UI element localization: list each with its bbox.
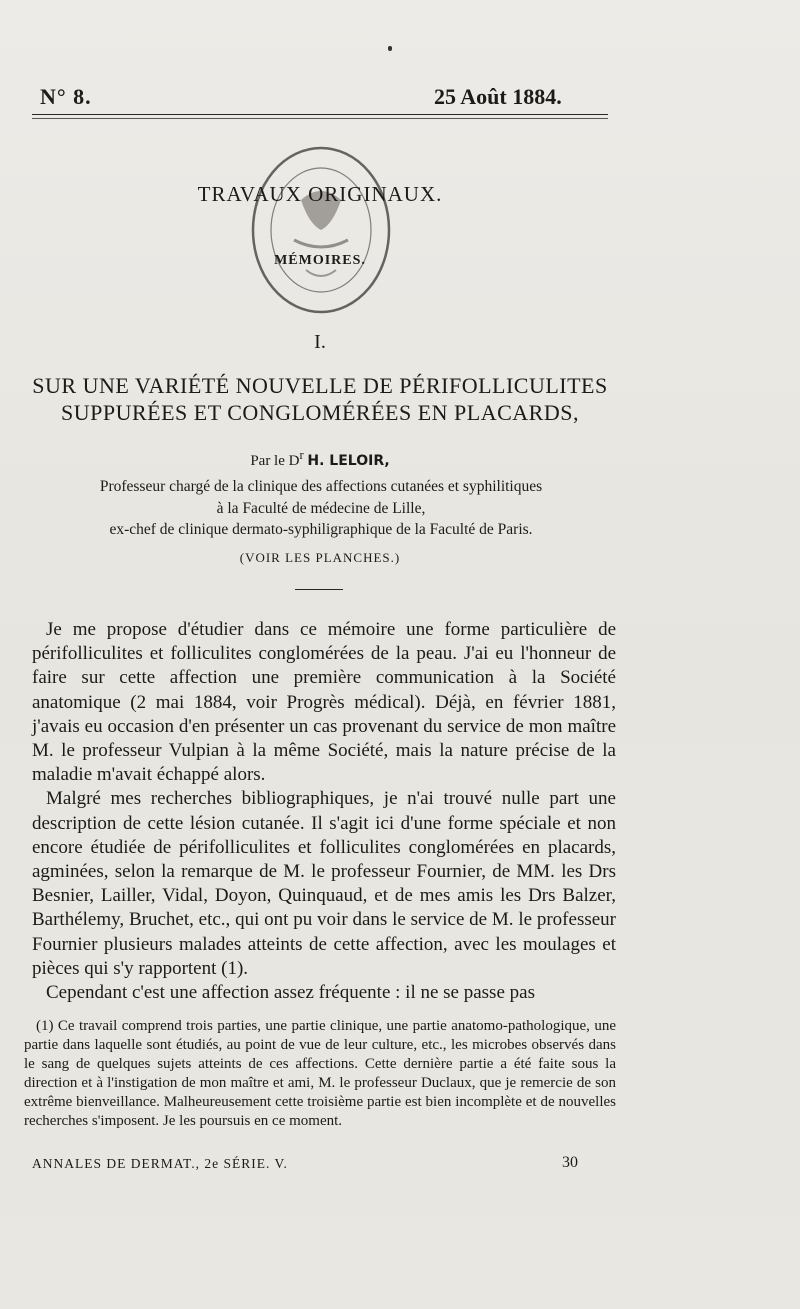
article-title-line-1: SUR UNE VARIÉTÉ NOUVELLE DE PÉRIFOLLICULITES: [32, 373, 608, 398]
issue-date: 25 Août 1884.: [434, 84, 562, 109]
affiliation-line-3: ex-chef de clinique dermato-syphiligraphique de la Faculté de Paris.: [109, 521, 533, 538]
header-rule: [32, 114, 608, 115]
article-number: I.: [314, 331, 326, 353]
byline-prefix: Par le D: [250, 453, 300, 469]
separator-rule: [295, 589, 343, 590]
footnote-text: (1) Ce travail comprend trois parties, une partie clinique, une partie anatomo-pathologique, une partie dans laquelle sont étudiés, au point de vue de leur culture, etc., les microbes observés dans le sang de quelques sujets atteints de ces affections. Cette dernière partie a été faite sous la direction et à l'instigation de mon maître et ami, M. le professeur Duclaux, que je remercie de son extrême bienveillance. Malheureusement cette troisième partie est bien incomplète et de nouvelles recherches s'imposent. Je les poursuis en ce moment.: [24, 1018, 616, 1129]
journal-footer: ANNALES DE DERMAT., 2e SÉRIE. V.: [32, 1156, 288, 1171]
subsection-title: MÉMOIRES.: [274, 253, 366, 268]
issue-number: N° 8.: [40, 84, 92, 109]
section-title: TRAVAUX ORIGINAUX.: [197, 182, 443, 206]
footnote: [24, 1017, 616, 1131]
paragraph-3: Cependant c'est une affection assez fréquente : il ne se passe pas: [46, 982, 535, 1004]
author-name: H. LELOIR,: [307, 453, 390, 469]
paragraph-2: Malgré mes recherches bibliographiques, je n'ai trouvé nulle part une description de cette lésion cutanée. Il s'agit ici d'une forme spéciale et non encore étudiée de périfolliculites et folliculites conglomérées en placards, agminées, selon la remarque de M. le professeur Fournier, de MM. les Drs Besnier, Lailler, Vidal, Doyon, Quinquaud, et de mes amis les Drs Balzer, Barthélemy, Bruchet, etc., qui ont pu voir dans le service de M. le professeur Fournier plusieurs malades atteints de cette affection, avec les moulages et pièces qui s'y rapportent (1).: [32, 788, 616, 979]
header-rule-thin: [32, 118, 608, 119]
affiliation: [32, 476, 610, 541]
affiliation-line-2: à la Faculté de médecine de Lille,: [216, 499, 426, 517]
byline-sup: r: [299, 448, 304, 462]
plates-note: (VOIR LES PLANCHES.): [239, 550, 401, 565]
byline: [0, 448, 640, 470]
paragraph-1: Je me propose d'étudier dans ce mémoire une forme particulière de périfolliculites et folliculites conglomérées de la peau. J'ai eu l'honneur de faire sur cette affection une première communication à la Société anatomique (2 mai 1884, voir Progrès médical). Déjà, en février 1881, j'avais eu occasion d'en présenter un cas provenant du service de mon maître M. le professeur Vulpian à la même Société, mais la nature précise de la maladie m'avait échappé alors.: [32, 619, 616, 786]
library-stamp: [246, 140, 396, 320]
page-number: 30: [562, 1154, 578, 1171]
ink-dot: [388, 46, 392, 51]
article-title: [20, 372, 620, 426]
article-title-line-2: SUPPURÉES ET CONGLOMÉRÉES EN PLACARDS,: [61, 400, 579, 425]
body-text: [32, 618, 616, 1005]
affiliation-line-1: Professeur chargé de la clinique des affections cutanées et syphilitiques: [99, 478, 543, 495]
